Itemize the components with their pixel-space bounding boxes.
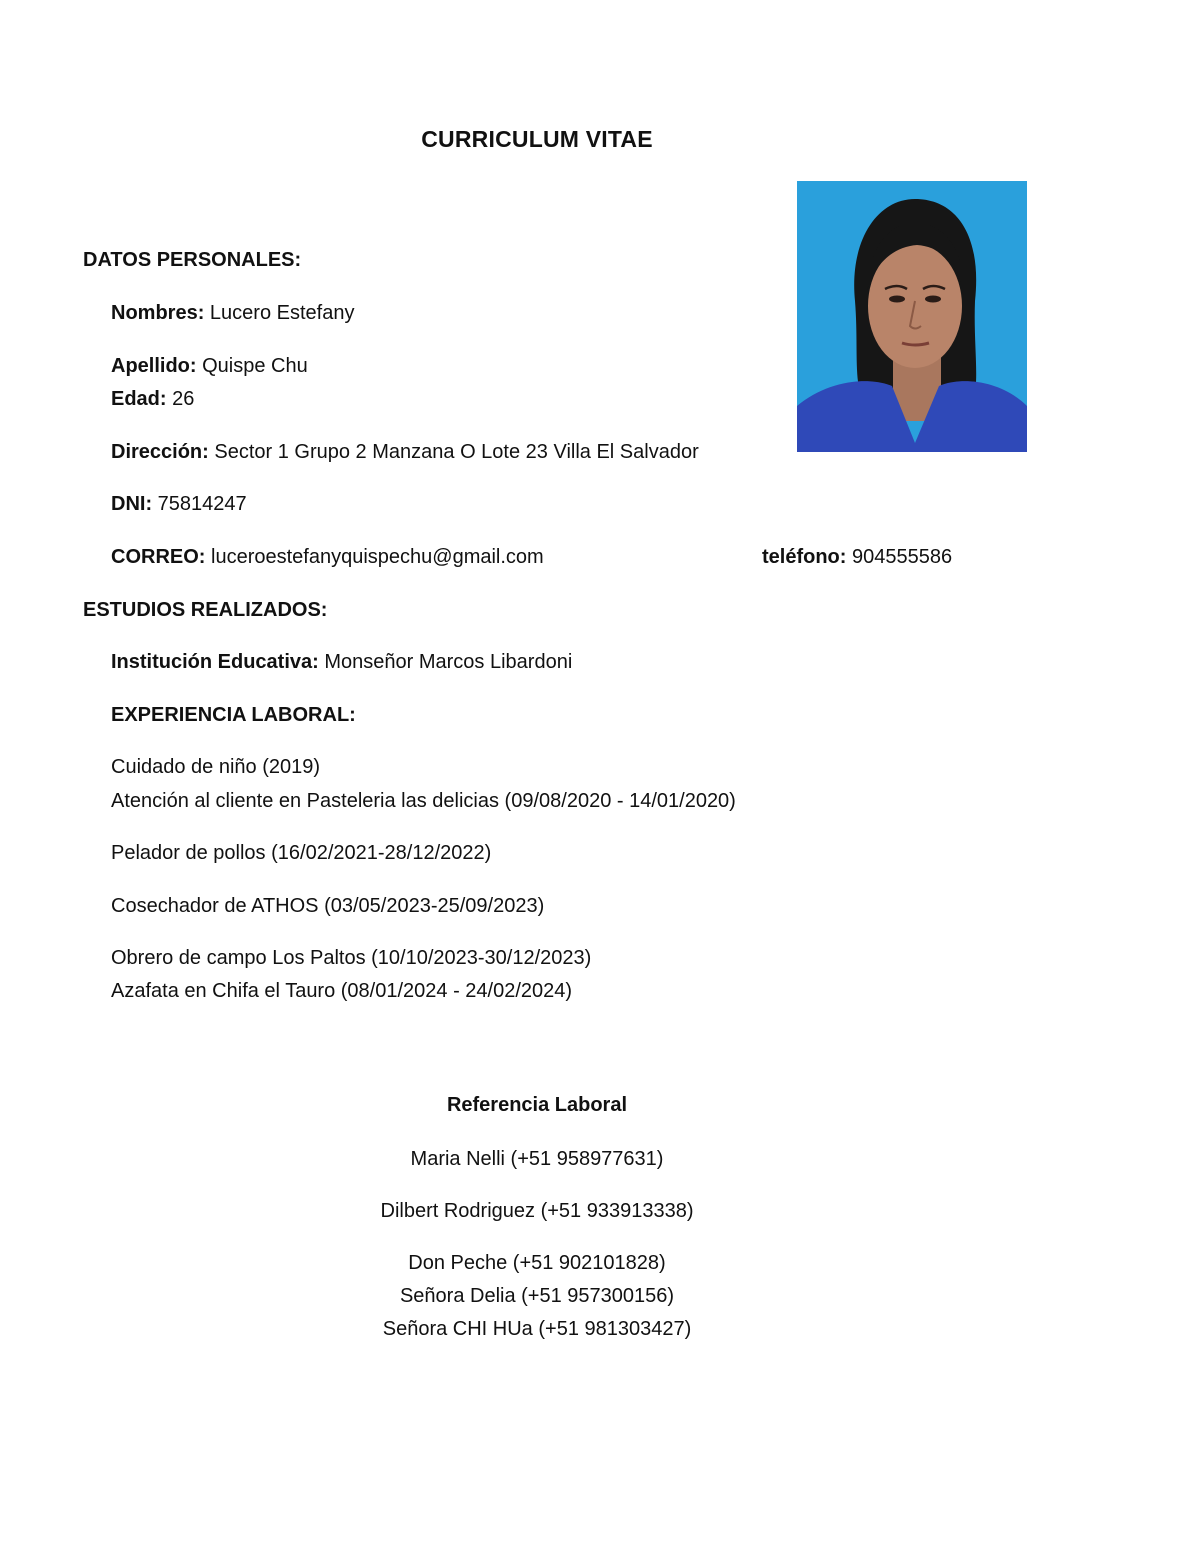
age-value: 26 xyxy=(172,388,195,410)
experience-item: Pelador de pollos (16/02/2021-28/12/2022) xyxy=(111,842,492,864)
email-field xyxy=(111,546,544,569)
dni-label: DNI: xyxy=(111,493,153,515)
profile-photo xyxy=(797,181,1027,452)
dni-value: 75814247 xyxy=(157,493,247,515)
dni-field xyxy=(111,493,247,516)
names-label: Nombres: xyxy=(111,302,205,324)
page-title: CURRICULUM VITAE xyxy=(421,126,653,152)
surname-label: Apellido: xyxy=(111,355,197,377)
names-field xyxy=(111,302,354,325)
experience-item: Cuidado de niño (2019) xyxy=(111,756,321,778)
studies-heading: ESTUDIOS REALIZADOS: xyxy=(83,599,328,621)
email-label: CORREO: xyxy=(111,546,206,568)
names-value: Lucero Estefany xyxy=(209,302,355,324)
person-portrait-icon xyxy=(797,181,1027,452)
phone-field xyxy=(762,546,952,569)
age-label: Edad: xyxy=(111,388,167,410)
experience-item: Atención al cliente en Pasteleria las delicias (09/08/2020 - 14/01/2020) xyxy=(111,790,736,812)
email-value[interactable]: luceroestefanyquispechu@gmail.com xyxy=(211,546,544,568)
institution-value: Monseñor Marcos Libardoni xyxy=(324,651,573,673)
reference-item: Don Peche (+51 902101828) xyxy=(408,1252,666,1274)
experience-heading: EXPERIENCIA LABORAL: xyxy=(111,704,356,726)
experience-item: Cosechador de ATHOS (03/05/2023-25/09/2023) xyxy=(111,895,545,917)
surname-value: Quispe Chu xyxy=(202,355,308,377)
experience-item: Azafata en Chifa el Tauro (08/01/2024 - 24/02/2024) xyxy=(111,980,573,1002)
reference-item: Señora CHI HUa (+51 981303427) xyxy=(382,1318,692,1340)
institution-label: Institución Educativa: xyxy=(111,651,319,673)
surname-field xyxy=(111,355,308,378)
references-heading: Referencia Laboral xyxy=(446,1094,628,1116)
address-value: Sector 1 Grupo 2 Manzana O Lote 23 Villa El Salvador xyxy=(214,441,699,463)
reference-item: Dilbert Rodriguez (+51 933913338) xyxy=(380,1200,694,1222)
reference-item: Señora Delia (+51 957300156) xyxy=(399,1285,675,1307)
age-field xyxy=(111,388,194,411)
phone-value: 904555586 xyxy=(852,546,953,568)
address-label: Dirección: xyxy=(111,441,209,463)
institution-field xyxy=(111,651,572,674)
reference-item: Maria Nelli (+51 958977631) xyxy=(410,1148,664,1170)
experience-item: Obrero de campo Los Paltos (10/10/2023-30/12/2023) xyxy=(111,947,592,969)
personal-data-heading: DATOS PERSONALES: xyxy=(83,249,302,271)
phone-label: teléfono: xyxy=(762,546,847,568)
address-field xyxy=(111,441,699,464)
